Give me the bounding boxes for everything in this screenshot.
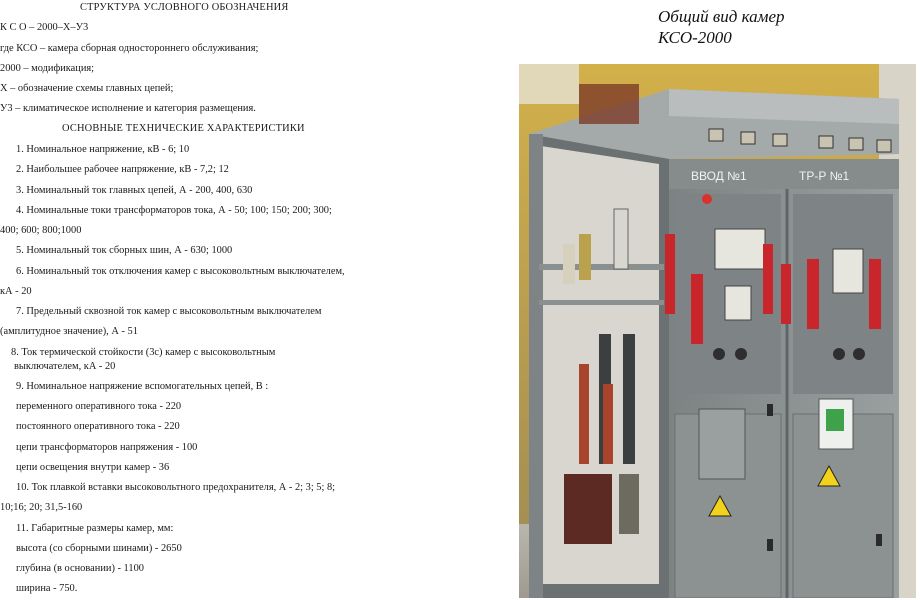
switchgear-illustration bbox=[519, 64, 916, 598]
spec-line: переменного оперативного тока - 220 bbox=[16, 401, 182, 412]
switch-knob bbox=[713, 348, 725, 360]
spec-line: 11. Габаритные размеры камер, мм: bbox=[16, 523, 174, 534]
meter bbox=[715, 229, 765, 269]
control-box-indicator bbox=[826, 409, 844, 431]
designation-line: 2000 – модификация; bbox=[0, 63, 95, 74]
spec-line: 1. Номинальное напряжение, кВ - 6; 10 bbox=[16, 144, 190, 155]
switch-knob bbox=[735, 348, 747, 360]
door-lock bbox=[767, 404, 773, 416]
spec-line: 3. Номинальный ток главных цепей, А - 200, 400, 630 bbox=[16, 185, 253, 196]
cabinet-label-2: ТР-Р №1 bbox=[799, 169, 850, 183]
voltage-transformer bbox=[564, 474, 612, 544]
spec-line: 4. Номинальные токи трансформаторов тока, А - 50; 100; 150; 200; 300; bbox=[16, 205, 332, 216]
shelf bbox=[539, 264, 664, 270]
window-light bbox=[519, 64, 579, 104]
meter bbox=[725, 286, 751, 320]
designation-line: Х – обозначение схемы главных цепей; bbox=[0, 83, 174, 94]
spec-line: 7. Предельный сквозной ток камер с высоковольтным выключателем bbox=[16, 306, 322, 317]
red-handle bbox=[807, 259, 819, 329]
spec-line: глубина (в основании) - 1100 bbox=[16, 563, 144, 574]
photo-caption bbox=[658, 6, 785, 48]
heading-structure: СТРУКТУРА УСЛОВНОГО ОБОЗНАЧЕНИЯ bbox=[80, 2, 289, 13]
cable-terminal bbox=[619, 474, 639, 534]
spec-line: кА - 20 bbox=[0, 286, 32, 297]
indicator-lamp bbox=[877, 140, 891, 152]
meter bbox=[833, 249, 863, 293]
red-handle bbox=[665, 234, 675, 314]
insulator bbox=[614, 209, 628, 269]
switchgear-photo bbox=[519, 64, 916, 598]
door-lock bbox=[876, 534, 882, 546]
switch-knob bbox=[833, 348, 845, 360]
spec-line: 9. Номинальное напряжение вспомогательных цепей, В : bbox=[16, 381, 269, 392]
busbar bbox=[623, 334, 635, 464]
spec-line: 400; 600; 800;1000 bbox=[0, 225, 82, 236]
spec-line: (амплитудное значение), А - 51 bbox=[0, 326, 138, 337]
access-cover bbox=[699, 409, 745, 479]
red-handle bbox=[691, 274, 703, 344]
left-post bbox=[529, 134, 543, 598]
spec-line: цепи освещения внутри камер - 36 bbox=[16, 462, 170, 473]
designation-line: У3 – климатическое исполнение и категория размещения. bbox=[0, 103, 256, 114]
spec-line: 5. Номинальный ток сборных шин, А - 630; 1000 bbox=[16, 245, 233, 256]
indicator-lamp bbox=[773, 134, 787, 146]
signal-lamp bbox=[702, 194, 712, 204]
spec-line: 6. Номинальный ток отключения камер с высоковольтным выключателем, bbox=[16, 266, 345, 277]
indicator-lamp bbox=[849, 138, 863, 150]
indicator-lamp bbox=[819, 136, 833, 148]
spec-line: 10;16; 20; 31,5-160 bbox=[0, 502, 83, 513]
insulator bbox=[563, 244, 575, 284]
spec-line: 8. Ток термической стойкости (3с) камер с высоковольтным bbox=[11, 347, 276, 358]
spec-line: ширина - 750. bbox=[16, 583, 78, 594]
cabinet-label-1: ВВОД №1 bbox=[691, 169, 747, 183]
fuse bbox=[579, 234, 591, 280]
spec-line: высота (со сборными шинами) - 2650 bbox=[16, 543, 182, 554]
spec-line: цепи трансформаторов напряжения - 100 bbox=[16, 442, 198, 453]
red-handle bbox=[781, 264, 791, 324]
designation-line: К С О – 2000–Х–У3 bbox=[0, 22, 89, 33]
top-busbar-clamp bbox=[579, 84, 639, 124]
switch-knob bbox=[853, 348, 865, 360]
red-handle bbox=[869, 259, 881, 329]
spec-line: 10. Ток плавкой вставки высоковольтного предохранителя, А - 2; 3; 5; 8; bbox=[16, 482, 336, 493]
shelf bbox=[539, 300, 664, 305]
heading-specs: ОСНОВНЫЕ ТЕХНИЧЕСКИЕ ХАРАКТЕРИСТИКИ bbox=[62, 123, 305, 134]
spec-line: постоянного оперативного тока - 220 bbox=[16, 421, 180, 432]
spec-line: 2. Наибольшее рабочее напряжение, кВ - 7,2; 12 bbox=[16, 164, 229, 175]
photo-caption-line: КСО-2000 bbox=[658, 28, 732, 47]
spec-line: выключателем, кА - 20 bbox=[14, 361, 116, 372]
indicator-lamp bbox=[741, 132, 755, 144]
designation-line: где КСО – камера сборная одностороннего обслуживания; bbox=[0, 43, 259, 54]
current-transformer bbox=[579, 364, 589, 464]
current-transformer bbox=[603, 384, 613, 464]
indicator-lamp bbox=[709, 129, 723, 141]
photo-caption-line: Общий вид камер bbox=[658, 7, 785, 26]
door-lock bbox=[767, 539, 773, 551]
red-handle bbox=[763, 244, 773, 314]
